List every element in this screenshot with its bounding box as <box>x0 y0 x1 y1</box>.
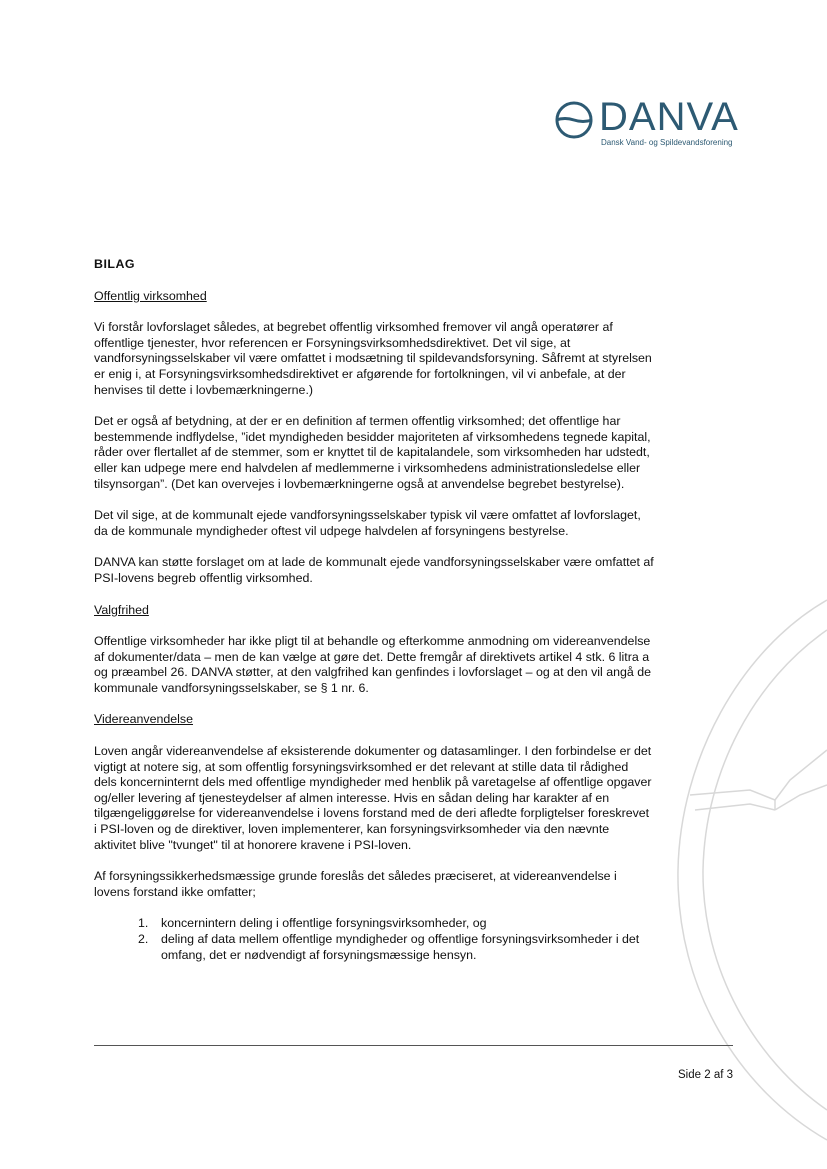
paragraph: Af forsyningssikkerhedsmæssige grunde foreslås det således præciseret, at videreanvendelse i lovens forstand ikke omfatter; <box>94 869 617 899</box>
list-text: deling af data mellem offentlige myndigheder og offentlige forsyningsvirksomheder i det omfang, det er nødvendigt af forsyningsmæssige hensyn. <box>161 932 640 962</box>
logo-wordmark: DANVA <box>599 95 739 139</box>
danva-logo-icon <box>554 100 594 140</box>
paragraph: Det er også af betydning, at der er en definition af termen offentlig virksomhed; det offentlige har bestemmende indflydelse, ”idet myndigheden besidder majoriteten af virksomhedens tegnede kapital, råder over flertallet af de stemmer, som er knyttet til de kapitalandele, som virksomheden har udstedt, eller kan udpege mere end halvdelen af medlemmerne i virksomhedens administrationsledelse eller tilsynsorgan”. (Det kan overvejes i lovbemærkningerne også at anvendelse begrebet bestyrelse). <box>94 414 651 491</box>
paragraph: Vi forstår lovforslaget således, at begrebet offentlig virksomhed fremover vil angå operatører af offentlige tjenester, hvor referencen er Forsyningsvirksomhedsdirektivet. Det vil sige, at vandforsyningsselskaber vil være omfattet i modsætning til spildevandsforsyning. Såfremt at styrelsen er enig i, at Forsyningsvirksomhedsdirektivet er afgørende for fortolkningen, vil vi anbefale, at der henvises til dette i lovbemærkningerne.) <box>94 320 652 397</box>
list-number: 1. <box>138 916 149 931</box>
exclusion-list <box>94 916 654 963</box>
footer-divider <box>94 1045 733 1046</box>
paragraph: Det vil sige, at de kommunalt ejede vandforsyningsselskaber typisk vil være omfattet af lovforslaget, da de kommunale myndigheder oftest vil udpege halvdelen af forsyningens bestyrelse. <box>94 508 641 538</box>
decorative-logo-watermark <box>650 590 827 1150</box>
paragraph: Loven angår videreanvendelse af eksisterende dokumenter og datasamlinger. I den forbindelse er det vigtigt at notere sig, at som offentlig forsyningsvirksomhed er det relevant at stille data til rådighed dels koncerninternt dels med offentlige myndigheder med henblik på varetagelse af offentlige opgaver og/eller levering af tjenesteydelser af almen interesse. Hvis en sådan deling har karakter af en tilgængeliggørelse for videreanvendelse i lovens forstand med de deri afledte forpligtelser foreskrevet i PSI-loven og de direktiver, loven implementerer, kan forsyningsvirksomheder via den nævnte aktivitet blive "tvunget" til at honorere kravene i PSI-loven. <box>94 744 652 852</box>
list-text: koncernintern deling i offentlige forsyningsvirksomheder, og <box>161 916 487 931</box>
logo-subtitle: Dansk Vand- og Spildevandsforening <box>601 138 733 147</box>
paragraph: Offentlige virksomheder har ikke pligt til at behandle og efterkomme anmodning om videreanvendelse af dokumenter/data – men de kan vælge at gøre det. Dette fremgår af direktivets artikel 4 stk. 6 litra a og præambel 26. DANVA støtter, at den valgfrihed kan genfindes i lovforslaget – og at den vil angå de kommunale vandforsyningsselskaber, se § 1 nr. 6. <box>94 634 651 695</box>
page-number: Side 2 af 3 <box>678 1069 733 1081</box>
list-item <box>94 916 654 932</box>
list-number: 2. <box>138 932 149 946</box>
paragraph: DANVA kan støtte forslaget om at lade de kommunalt ejede vandforsyningsselskaber være omfattet af PSI-lovens begreb offentlig virksomhed. <box>94 555 654 585</box>
document-title: BILAG <box>94 257 136 271</box>
section-heading-offentlig: Offentlig virksomhed <box>94 288 207 303</box>
list-item <box>94 932 654 963</box>
section-heading-videreanvendelse: Videreanvendelse <box>94 712 193 727</box>
section-heading-valgfrihed: Valgfrihed <box>94 602 149 617</box>
document-body <box>94 257 654 963</box>
danva-logo <box>554 95 739 151</box>
